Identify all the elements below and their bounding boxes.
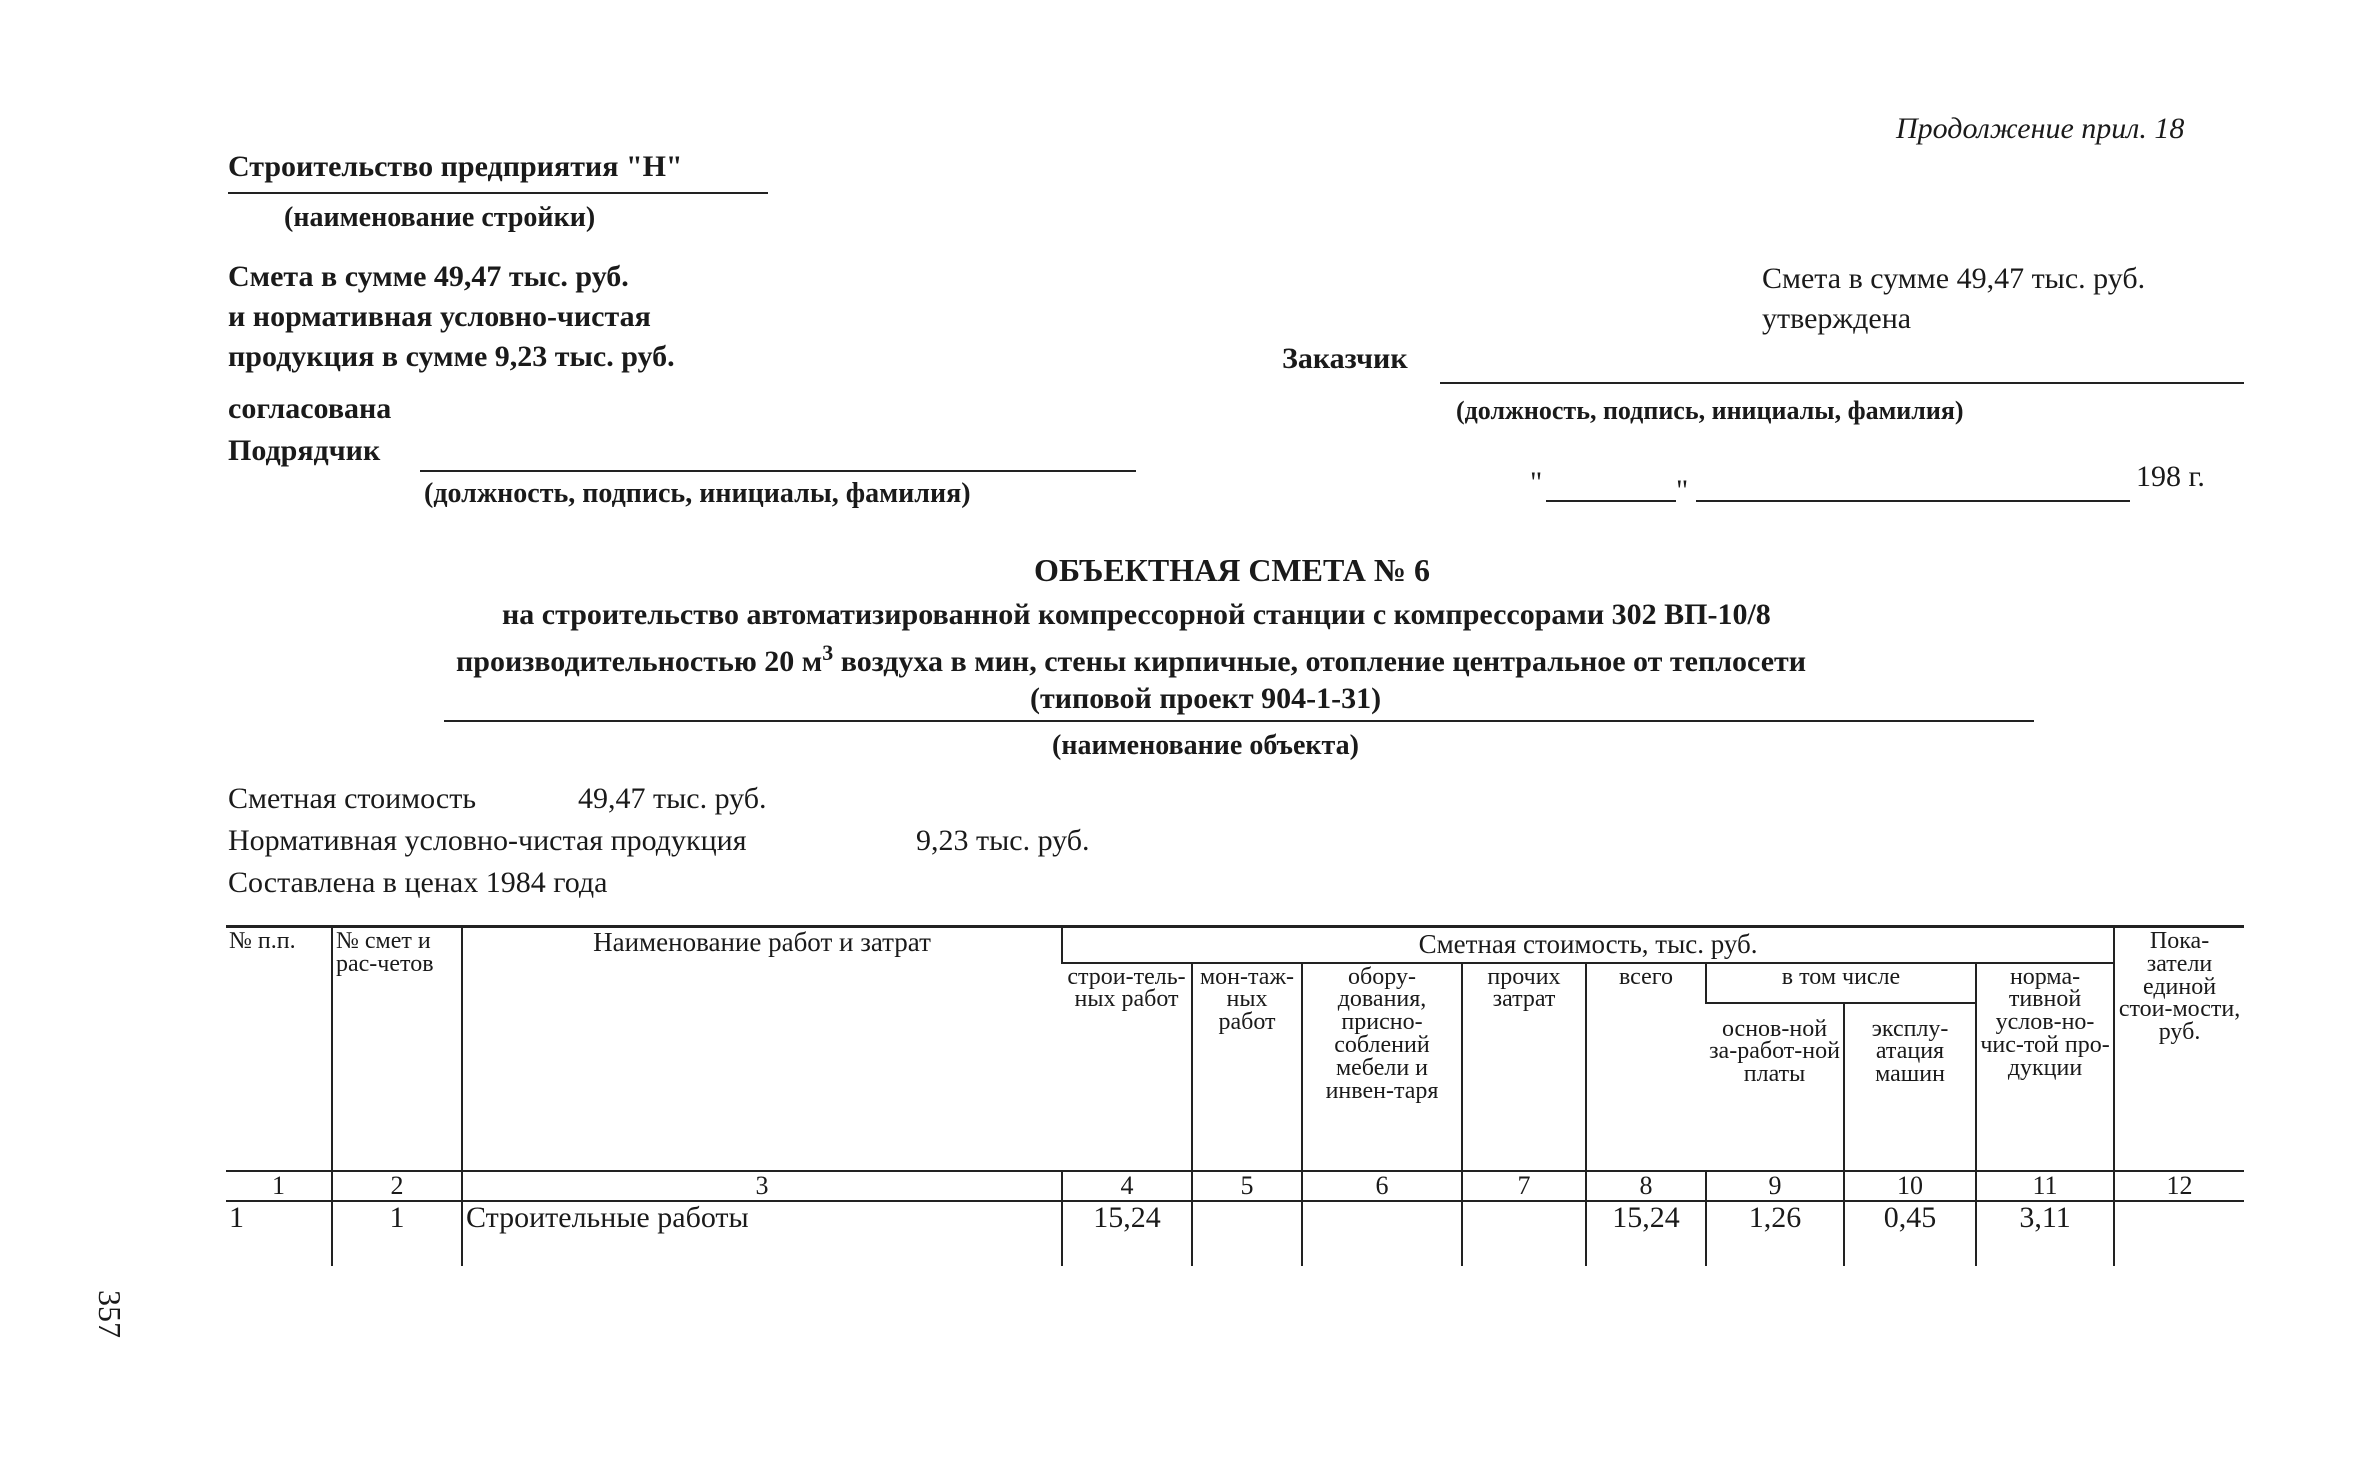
- net-label: Нормативная условно-чистая продукция: [228, 824, 747, 857]
- left-sum-line3: продукция в сумме 9,23 тыс. руб.: [228, 340, 675, 373]
- header-installation: мон-таж-ных работ: [1192, 963, 1302, 1171]
- row-total: 15,24: [1586, 1201, 1706, 1266]
- header-net: норма-тивной услов-но-чис-той про-дукции: [1976, 963, 2114, 1171]
- contractor-caption: (должность, подпись, инициалы, фамилия): [424, 478, 971, 509]
- column-number-row: [226, 1171, 2244, 1202]
- left-sum-line2: и нормативная условно-чистая: [228, 300, 651, 333]
- header-name: Наименование работ и затрат: [462, 927, 1062, 1171]
- row-machines: 0,45: [1844, 1201, 1976, 1266]
- date-year: 198 г.: [2136, 460, 2205, 493]
- row-construction: 15,24: [1062, 1201, 1192, 1266]
- object-underline: [444, 720, 2034, 722]
- header-cost-group: Сметная стоимость, тыс. руб.: [1062, 927, 2114, 963]
- net-value: 9,23 тыс. руб.: [916, 824, 1090, 857]
- right-approved: утверждена: [1762, 302, 1912, 335]
- row-indicators: [2114, 1201, 2244, 1266]
- date-quote-close: ": [1676, 474, 1689, 507]
- column-number: 2: [332, 1171, 462, 1202]
- object-line2: производительностью 20 $м^3$ воздуха в мин, стены кирпичные, отопление центральное от теплосети: [456, 640, 1807, 678]
- header-num: № п.п.: [226, 927, 332, 1171]
- header-equipment: обору-дования, присно-соблений мебели и инвен-таря: [1302, 963, 1462, 1171]
- header-construction: строи-тель-ных работ: [1067, 963, 1186, 1013]
- column-number: 6: [1302, 1171, 1462, 1202]
- construction-title: Строительство предприятия "Н": [228, 150, 683, 183]
- header-total: всего: [1586, 963, 1706, 1171]
- estimate-table: [226, 925, 2244, 1266]
- construction-title-underline: [228, 192, 768, 194]
- row-num: 1: [229, 1201, 244, 1235]
- header-indicators: Пока-затели единой стои-мости, руб.: [2114, 927, 2244, 1171]
- row-other: [1462, 1201, 1586, 1266]
- header-wages: основ-ной за-работ-ной платы: [1709, 1015, 1840, 1088]
- column-number: 3: [462, 1171, 1062, 1202]
- column-number: 4: [1062, 1171, 1192, 1202]
- date-quote-open: ": [1530, 466, 1543, 499]
- column-number: 12: [2114, 1171, 2244, 1202]
- cost-value: 49,47 тыс. руб.: [578, 782, 767, 815]
- row-name: Строительные работы: [462, 1201, 1062, 1266]
- row-net: 3,11: [1976, 1201, 2114, 1266]
- row-installation: [1192, 1201, 1302, 1266]
- header-including: в том числе: [1706, 963, 1976, 1003]
- cost-label: Сметная стоимость: [228, 782, 477, 815]
- column-number: 8: [1586, 1171, 1706, 1202]
- object-caption: (наименование объекта): [1052, 730, 1359, 761]
- row-equipment: [1302, 1201, 1462, 1266]
- column-number: 10: [1844, 1171, 1976, 1202]
- object-line1: на строительство автоматизированной компрессорной станции с компрессорами 302 ВП-10/8: [502, 598, 1771, 631]
- column-number: 1: [226, 1171, 332, 1202]
- agreed-label: согласована: [228, 392, 392, 425]
- left-sum-line1: Смета в сумме 49,47 тыс. руб.: [228, 260, 629, 293]
- column-number: 9: [1706, 1171, 1844, 1202]
- date-day-line: [1546, 500, 1676, 502]
- customer-signature-line: [1440, 382, 2244, 384]
- page-number: 357: [92, 1290, 128, 1338]
- continuation-note: Продолжение прил. 18: [1896, 112, 2185, 145]
- contractor-signature-line: [420, 470, 1136, 472]
- date-month-line: [1696, 500, 2130, 502]
- object-heading: ОБЪЕКТНАЯ СМЕТА № 6: [1034, 552, 1430, 588]
- prices-note: Составлена в ценах 1984 года: [228, 866, 608, 899]
- right-sum-line1: Смета в сумме 49,47 тыс. руб.: [1762, 262, 2146, 295]
- column-number: 11: [1976, 1171, 2114, 1202]
- header-other: прочих затрат: [1462, 963, 1586, 1171]
- row-calc: 1: [332, 1201, 462, 1266]
- construction-caption: (наименование стройки): [284, 202, 596, 233]
- header-machines: эксплу-атация машин: [1844, 1003, 1976, 1171]
- column-number: 5: [1192, 1171, 1302, 1202]
- object-line3: (типовой проект 904-1-31): [1030, 682, 1382, 715]
- table-row: [226, 1201, 2244, 1266]
- customer-label: Заказчик: [1282, 342, 1408, 375]
- column-number: 7: [1462, 1171, 1586, 1202]
- header-calc: № смет и рас-четов: [332, 927, 462, 1171]
- contractor-label: Подрядчик: [228, 434, 381, 467]
- row-wages: 1,26: [1706, 1201, 1844, 1266]
- customer-caption: (должность, подпись, инициалы, фамилия): [1456, 396, 1964, 425]
